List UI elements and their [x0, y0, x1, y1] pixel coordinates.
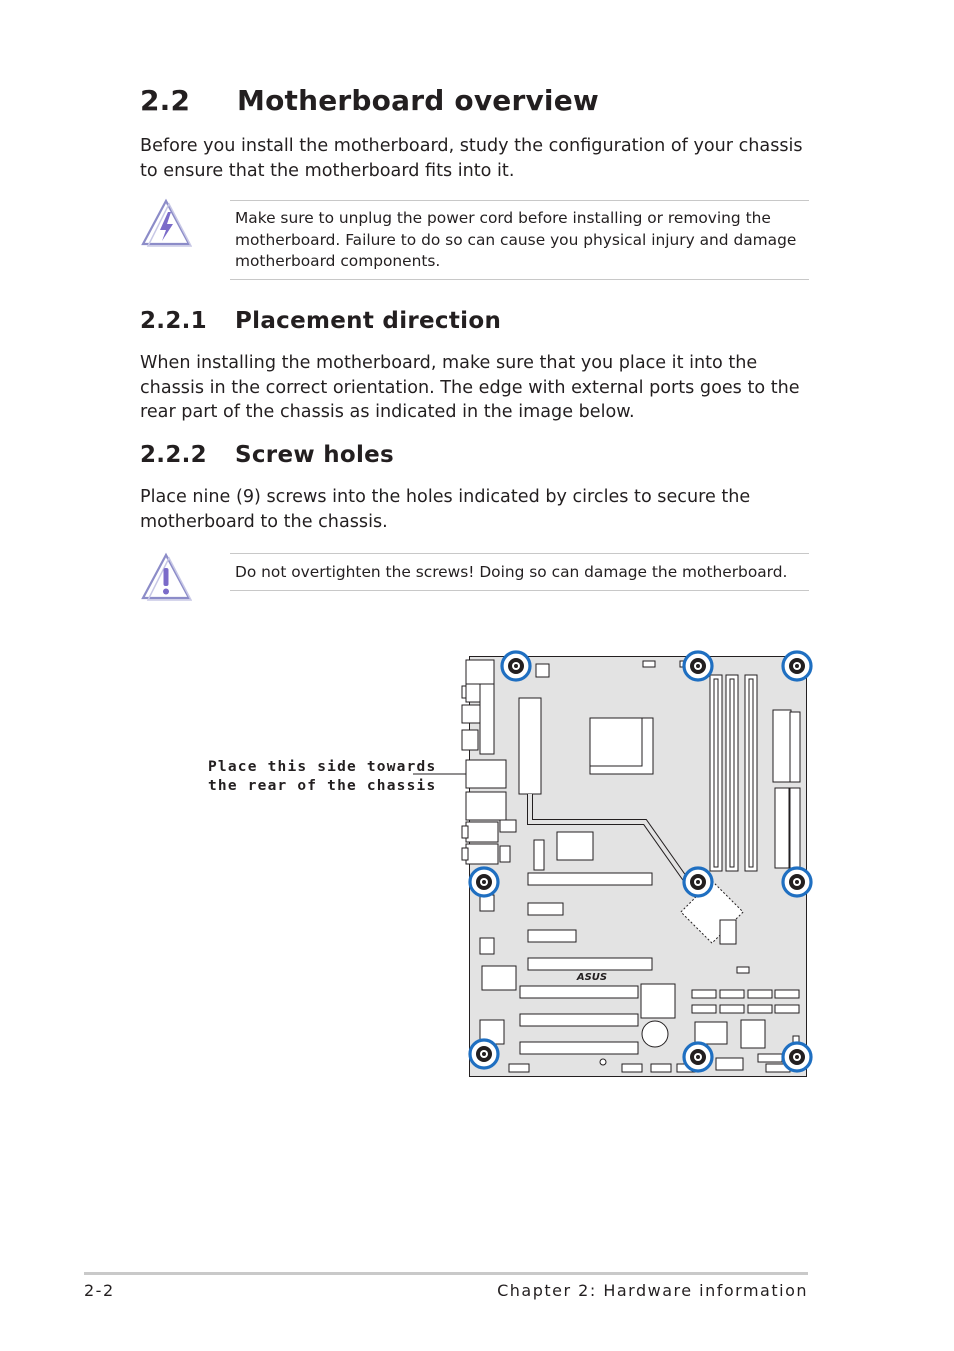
subsection-heading-screw-holes: [140, 442, 394, 468]
warning-lightning-icon: [140, 198, 192, 252]
section-number: 2.2: [140, 84, 191, 117]
screw-hole-marker: [783, 652, 811, 680]
note-unplug: [230, 200, 809, 280]
pci-slot: [520, 986, 638, 998]
section-title: Motherboard overview: [237, 84, 599, 117]
dimm-slot: [726, 675, 738, 871]
subsection-heading-placement: [140, 308, 501, 334]
pci-express-slot: [528, 958, 652, 970]
screw-hole-marker: [684, 868, 712, 896]
sata-connector: [720, 1005, 744, 1013]
page-number: 2-2: [84, 1281, 115, 1300]
screw-hole-marker: [684, 1043, 712, 1071]
pcie-x1-slot: [528, 903, 563, 915]
screw-holes-paragraph: Place nine (9) screws into the holes indicated by circles to secure the motherboard to the chassis.: [140, 487, 751, 532]
sata-connector: [720, 990, 744, 998]
board-logo: ASUS: [576, 972, 608, 983]
vrm-heatsink: [519, 698, 541, 794]
warning-exclamation-icon: [140, 552, 192, 606]
chapter-title: Chapter 2: Hardware information: [497, 1281, 808, 1300]
subsection-title: Placement direction: [235, 308, 502, 334]
pci-express-slot: [528, 873, 652, 885]
screw-hole-marker: [502, 652, 530, 680]
battery: [642, 1021, 668, 1047]
bios-chip: [641, 984, 675, 1018]
io-port: [466, 792, 506, 820]
callout-line-1: Place this side towards: [208, 759, 437, 775]
screw-hole-marker: [783, 868, 811, 896]
section-heading: [140, 84, 599, 117]
subsection-number: 2.2.1: [140, 308, 207, 334]
screw-hole-marker: [470, 1040, 498, 1068]
pcie-x1-slot: [528, 930, 576, 942]
motherboard-diagram: [400, 640, 820, 1090]
note-overtighten: [230, 553, 809, 591]
io-port: [466, 760, 506, 788]
pci-slot: [520, 1042, 638, 1054]
screw-hole-marker: [783, 1043, 811, 1071]
sata-connector: [775, 1005, 799, 1013]
screw-hole-marker: [684, 652, 712, 680]
sata-connector: [748, 1005, 772, 1013]
subsection-title: Screw holes: [235, 442, 395, 468]
io-port: [466, 660, 494, 684]
sata-connector: [775, 990, 799, 998]
sata-connector: [692, 990, 716, 998]
note-unplug-text: Make sure to unplug the power cord before installing or removing the motherboard. Failure to do so can cause you physical injury and damage motherboard components.: [235, 209, 797, 270]
dimm-slot: [745, 675, 757, 871]
screw-hole-marker: [470, 868, 498, 896]
intro-paragraph: Before you install the motherboard, study the configuration of your chassis to ensure that the motherboard fits into it.: [140, 136, 803, 181]
atx-power-connector: [773, 710, 791, 782]
ide-connector: [775, 788, 789, 868]
note-overtighten-text: Do not overtighten the screws! Doing so can damage the motherboard.: [235, 563, 788, 581]
sata-connector: [692, 1005, 716, 1013]
footer-rule: [84, 1272, 808, 1275]
subsection-number: 2.2.2: [140, 442, 207, 468]
callout-line-2: the rear of the chassis: [208, 778, 437, 794]
dimm-slot: [710, 675, 722, 871]
pci-slot: [520, 1014, 638, 1026]
sata-connector: [748, 990, 772, 998]
placement-paragraph: When installing the motherboard, make sure that you place it into the chassis in the correct orientation. The edge with external ports goes to the rear part of the chassis as indicated in the image below.: [140, 353, 800, 422]
